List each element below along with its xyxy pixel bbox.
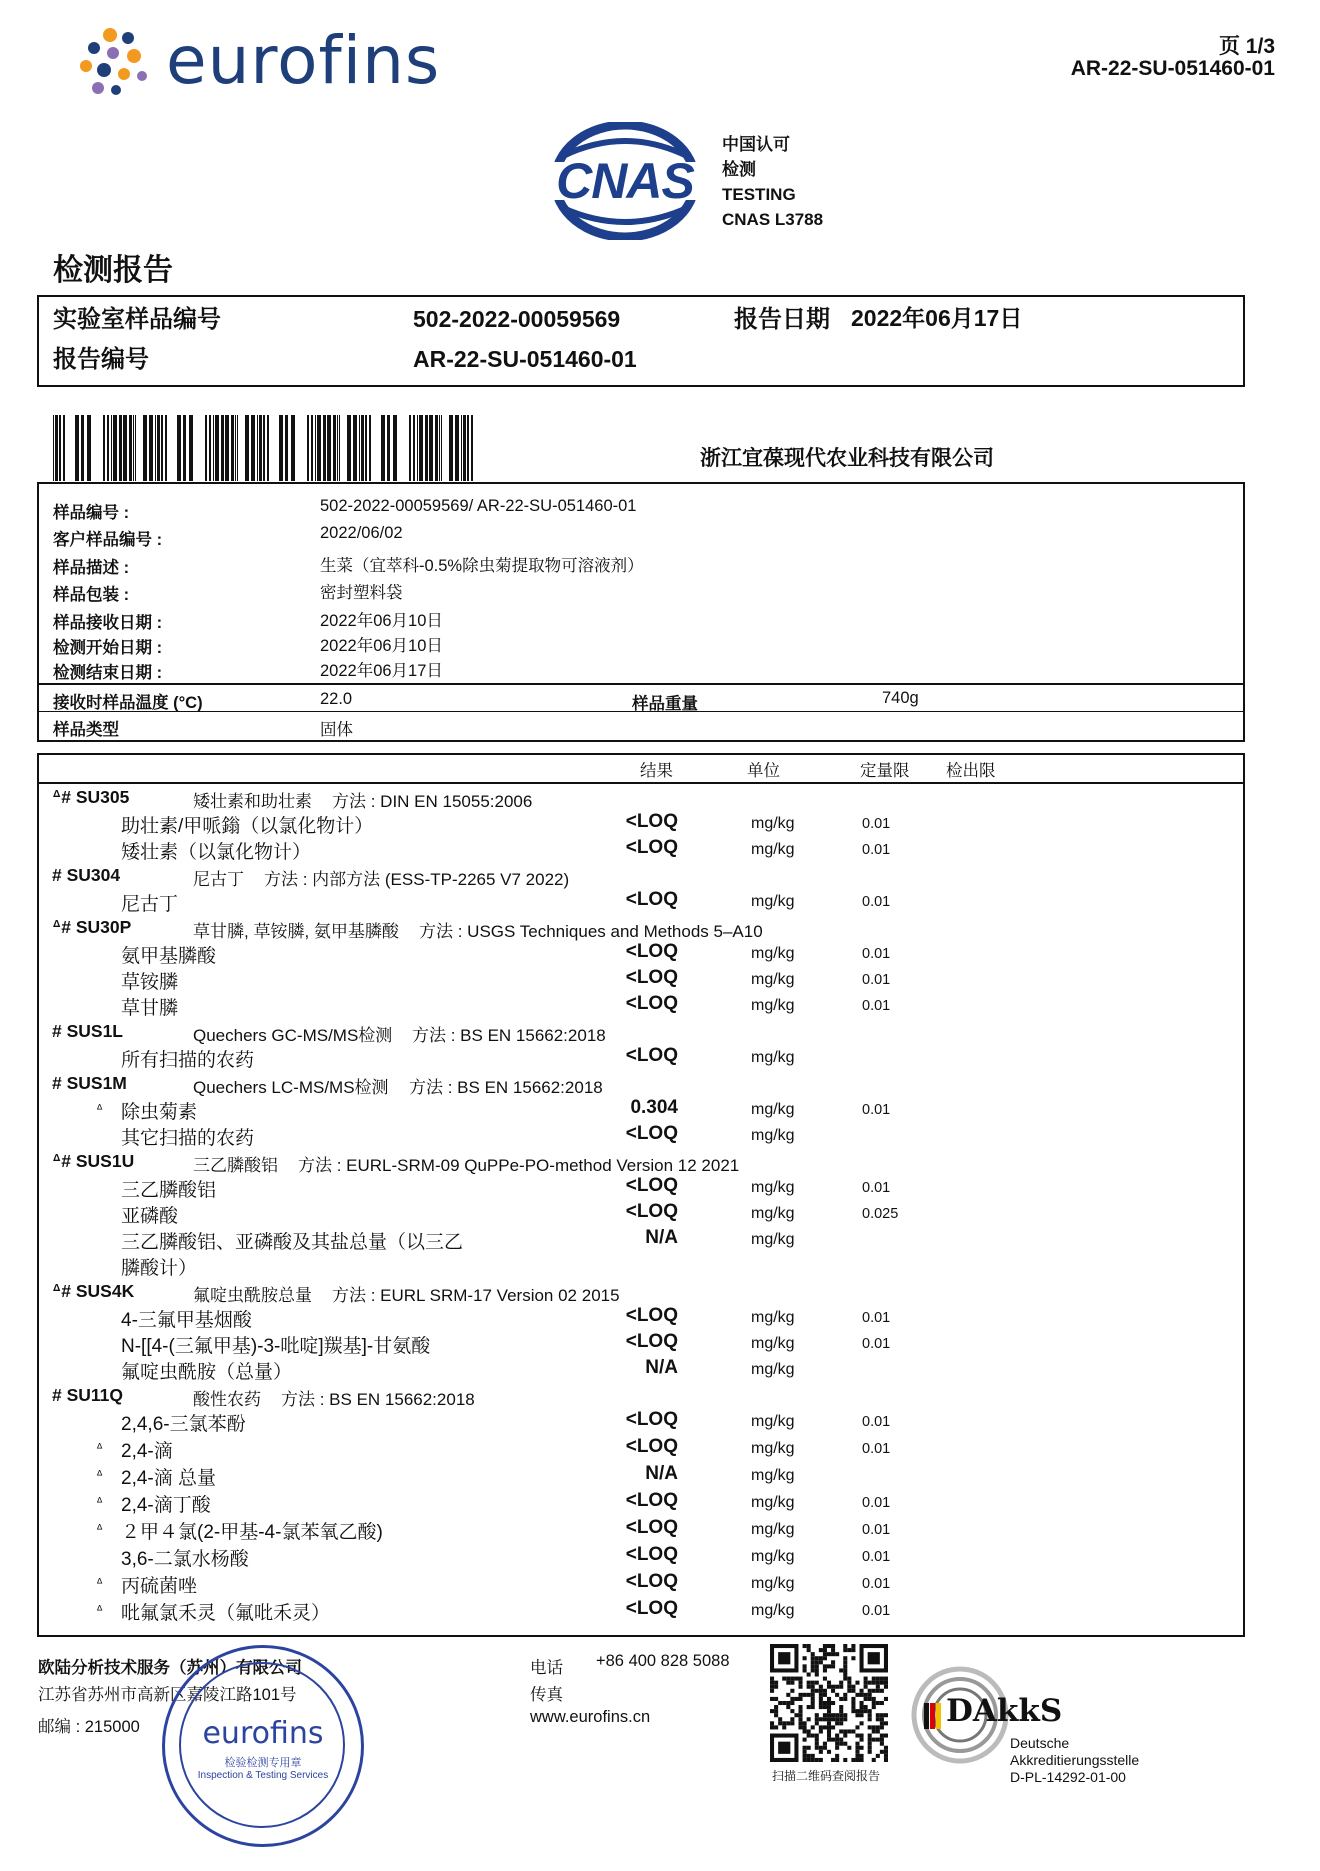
analyte-loq: 0.01 [862, 972, 891, 988]
method-reference: 方法 : 内部方法 (ESS-TP-2265 V7 2022) [264, 870, 570, 889]
analyte-result: <LOQ [625, 1598, 678, 1619]
website[interactable]: www.eurofins.cn [530, 1708, 651, 1726]
seal-line: 检验检测专用章 [224, 1757, 302, 1769]
method-name: 尼古丁 [193, 870, 244, 889]
analyte-loq: 0.01 [862, 894, 891, 910]
method-reference: 方法 : EURL-SRM-09 QuPPe-PO-method Version 12 2021 [298, 1156, 740, 1175]
analyte-result: <LOQ [625, 1175, 678, 1196]
report-date-value: 2022年06月17日 [851, 305, 1023, 331]
analyte-result: <LOQ [625, 1517, 678, 1538]
analyte-row [0, 1357, 1320, 1383]
analyte-unit: mg/kg [751, 1521, 795, 1538]
analyte-loq: 0.01 [862, 816, 891, 832]
cnas-mark [545, 122, 705, 240]
company-name: 欧陆分析技术服务（苏州）有限公司 [38, 1659, 302, 1677]
analyte-result: <LOQ [625, 993, 678, 1014]
analyte-unit: mg/kg [751, 1413, 795, 1430]
info-label: 样品编号 : [53, 504, 130, 522]
analyte-name: 助壮素/甲哌鎓（以氯化物计） [121, 816, 374, 837]
method-code: # SUS1M [52, 1073, 127, 1093]
info-label: 样品接收日期 : [53, 614, 163, 632]
cnas-line: 中国认可 [722, 135, 790, 154]
analyte-row [0, 1490, 1320, 1516]
analyte-name: 2,4,6-三氯苯酚 [121, 1414, 246, 1435]
analyte-result: <LOQ [625, 967, 678, 988]
analyte-unit: mg/kg [751, 1127, 795, 1144]
analyte-unit: mg/kg [751, 815, 795, 832]
analyte-row [0, 1544, 1320, 1570]
analyte-row [0, 837, 1320, 863]
analyte-row [0, 1598, 1320, 1624]
dakks-line: D-PL-14292-01-00 [1010, 1769, 1126, 1785]
analyte-unit: mg/kg [751, 1309, 795, 1326]
analyte-unit: mg/kg [751, 841, 795, 858]
analyte-row [0, 1175, 1320, 1201]
company-postcode: 邮编 : 215000 [38, 1718, 140, 1736]
analyte-result: <LOQ [625, 1409, 678, 1430]
analyte-row [0, 1045, 1320, 1071]
analyte-name: 氟啶虫酰胺（总量） [121, 1362, 293, 1383]
analyte-loq: 0.01 [862, 1336, 891, 1352]
qr-code[interactable] [770, 1644, 888, 1762]
analyte-result: <LOQ [625, 811, 678, 832]
accreditation-mark: ᐞ [96, 1468, 104, 1483]
analyte-result: <LOQ [625, 1305, 678, 1326]
method-code: ᐞ# SU30P [52, 917, 132, 937]
method-name: Quechers GC-MS/MS检测 [193, 1026, 393, 1045]
method-code: # SUS1L [52, 1021, 123, 1041]
info-label: 样品包装 : [53, 586, 130, 604]
analyte-name: 吡氟氯禾灵（氟吡禾灵） [121, 1603, 331, 1624]
analyte-unit: mg/kg [751, 1361, 795, 1378]
dakks-line: Akkreditierungsstelle [1010, 1752, 1140, 1768]
analyte-loq: 0.01 [862, 1414, 891, 1430]
analyte-name: ２甲４氯(2-甲基-4-氯苯氧乙酸) [121, 1522, 383, 1543]
temp-label: 接收时样品温度 (°C) [53, 694, 203, 712]
method-group-row [0, 1279, 1320, 1305]
analyte-result: N/A [645, 1357, 678, 1378]
company-address: 江苏省苏州市高新区嘉陵江路101号 [38, 1686, 297, 1704]
analyte-unit: mg/kg [751, 1205, 795, 1222]
info-value: 生菜（宜萃科-0.5%除虫菊提取物可溶液剂） [320, 557, 644, 575]
analyte-result: <LOQ [625, 1544, 678, 1565]
analyte-loq: 0.01 [862, 842, 891, 858]
analyte-name: 除虫菊素 [121, 1102, 198, 1123]
analyte-loq: 0.01 [862, 1310, 891, 1326]
analyte-result: <LOQ [625, 1045, 678, 1066]
info-label: 客户样品编号 : [53, 531, 163, 549]
analyte-loq: 0.01 [862, 1441, 891, 1457]
analyte-unit: mg/kg [751, 1467, 795, 1484]
analyte-unit: mg/kg [751, 1231, 795, 1248]
analyte-result: <LOQ [625, 941, 678, 962]
analyte-unit: mg/kg [751, 1335, 795, 1352]
report-date-label: 报告日期 [734, 306, 830, 333]
analyte-row [0, 1201, 1320, 1227]
info-label: 检测结束日期 : [53, 664, 163, 682]
analyte-row [0, 1305, 1320, 1331]
report-no-label: 报告编号 [53, 346, 149, 373]
analyte-row [0, 1097, 1320, 1123]
table-header-divider [37, 782, 1245, 784]
analyte-unit: mg/kg [751, 945, 795, 962]
analyte-result: N/A [645, 1227, 678, 1248]
method-code: ᐞ# SUS1U [52, 1151, 135, 1171]
analyte-loq: 0.01 [862, 1522, 891, 1538]
accreditation-mark: ᐞ [96, 1603, 104, 1618]
analyte-unit: mg/kg [751, 893, 795, 910]
method-code: ᐞ# SUS4K [52, 1281, 135, 1301]
method-group-row [0, 1149, 1320, 1175]
analyte-name: 丙硫菌唑 [121, 1576, 198, 1597]
analyte-row [0, 1409, 1320, 1435]
official-seal [162, 1645, 364, 1847]
divider [37, 683, 1245, 685]
analyte-name: 三乙膦酸铝 [121, 1180, 217, 1201]
weight-label: 样品重量 [632, 695, 698, 713]
method-group-row [0, 785, 1320, 811]
cnas-accreditation-text [722, 132, 823, 232]
info-value: 2022年06月17日 [320, 662, 443, 680]
info-value: 2022/06/02 [320, 524, 403, 542]
cnas-line: TESTING [722, 185, 796, 204]
analyte-row [0, 1227, 1320, 1253]
seal-logo: eurofins [202, 1716, 324, 1751]
analyte-unit: mg/kg [751, 1575, 795, 1592]
lab-sample-value: 502-2022-00059569 [413, 306, 621, 332]
fax-label: 传真 [530, 1686, 563, 1704]
info-value: 密封塑料袋 [320, 584, 403, 602]
method-reference: 方法 : USGS Techniques and Methods 5–A10 [419, 922, 763, 941]
method-code: # SU304 [52, 865, 121, 885]
analyte-continuation-row [0, 1253, 1320, 1279]
analyte-loq: 0.01 [862, 1603, 891, 1619]
analyte-loq: 0.01 [862, 1576, 891, 1592]
analyte-result: <LOQ [625, 1490, 678, 1511]
analyte-unit: mg/kg [751, 1049, 795, 1066]
info-value: 502-2022-00059569/ AR-22-SU-051460-01 [320, 497, 637, 515]
info-label: 检测开始日期 : [53, 639, 163, 657]
analyte-loq: 0.01 [862, 998, 891, 1014]
header-loq: 定量限 [860, 762, 910, 780]
analyte-row [0, 1463, 1320, 1489]
accreditation-mark: ᐞ [96, 1576, 104, 1591]
method-name: 矮壮素和助壮素 [193, 792, 312, 811]
barcode [53, 415, 478, 481]
analyte-unit: mg/kg [751, 971, 795, 988]
method-name: Quechers LC-MS/MS检测 [193, 1078, 389, 1097]
info-value: 2022年06月10日 [320, 612, 443, 630]
analyte-result: <LOQ [625, 1201, 678, 1222]
analyte-name: 2,4-滴 总量 [121, 1468, 217, 1489]
analyte-name: 草甘膦 [121, 998, 179, 1019]
info-label: 样品描述 : [53, 559, 130, 577]
method-reference: 方法 : BS EN 15662:2018 [281, 1390, 475, 1409]
analyte-result: 0.304 [630, 1097, 678, 1118]
analyte-row [0, 967, 1320, 993]
sample-type-label: 样品类型 [53, 721, 119, 739]
header-lod: 检出限 [946, 762, 996, 780]
analyte-result: <LOQ [625, 837, 678, 858]
dakks-line: Deutsche [1010, 1735, 1070, 1751]
analyte-result: <LOQ [625, 1436, 678, 1457]
method-code: # SU11Q [52, 1385, 124, 1405]
analyte-name: 其它扫描的农药 [121, 1128, 255, 1149]
method-name: 草甘膦, 草铵膦, 氨甲基膦酸 [193, 922, 399, 941]
accreditation-mark: ᐞ [96, 1441, 104, 1456]
client-name: 浙江宜葆现代农业科技有限公司 [700, 447, 994, 470]
eurofins-logo [80, 22, 440, 102]
cnas-badge-text: CNAS [556, 153, 694, 209]
analyte-unit: mg/kg [751, 997, 795, 1014]
analyte-result: <LOQ [625, 1123, 678, 1144]
cnas-line: CNAS L3788 [722, 210, 824, 229]
method-reference: 方法 : DIN EN 15055:2006 [332, 792, 533, 811]
analyte-row [0, 1517, 1320, 1543]
method-name: 氟啶虫酰胺总量 [193, 1286, 312, 1305]
accreditation-mark: ᐞ [96, 1495, 104, 1510]
phone-label: 电话 [530, 1659, 563, 1677]
phone-value: +86 400 828 5088 [596, 1652, 730, 1670]
sample-type-value: 固体 [320, 721, 353, 739]
analyte-unit: mg/kg [751, 1602, 795, 1619]
method-group-row [0, 1019, 1320, 1045]
accreditation-mark: ᐞ [96, 1522, 104, 1537]
analyte-loq: 0.01 [862, 946, 891, 962]
eurofins-dots-icon [80, 26, 156, 96]
analyte-name: 氨甲基膦酸 [121, 946, 217, 967]
analyte-name: 矮壮素（以氯化物计） [121, 842, 312, 863]
analyte-row [0, 1123, 1320, 1149]
temp-value: 22.0 [320, 690, 353, 708]
method-reference: 方法 : EURL SRM-17 Version 02 2015 [332, 1286, 620, 1305]
analyte-result: <LOQ [625, 1331, 678, 1352]
method-group-row [0, 1071, 1320, 1097]
analyte-row [0, 1436, 1320, 1462]
analyte-name: 2,4-滴 [121, 1441, 173, 1462]
analyte-result: N/A [645, 1463, 678, 1484]
analyte-unit: mg/kg [751, 1494, 795, 1511]
accreditation-mark: ᐞ [96, 1102, 104, 1117]
analyte-result: <LOQ [625, 1571, 678, 1592]
method-code: ᐞ# SU305 [52, 787, 130, 807]
lab-sample-label: 实验室样品编号 [53, 306, 221, 333]
analyte-name: 4-三氟甲基烟酸 [121, 1310, 252, 1331]
analyte-loq: 0.025 [862, 1206, 899, 1222]
analyte-name: 3,6-二氯水杨酸 [121, 1549, 249, 1570]
page-number: 页 1/3 [1218, 35, 1275, 58]
analyte-loq: 0.01 [862, 1102, 891, 1118]
dakks-mark [910, 1665, 1150, 1785]
analyte-loq: 0.01 [862, 1549, 891, 1565]
analyte-name: 尼古丁 [121, 894, 179, 915]
barcode-bars [53, 415, 478, 481]
method-group-row [0, 915, 1320, 941]
document-title: 检测报告 [53, 254, 173, 287]
header-result: 结果 [640, 762, 673, 780]
analyte-row [0, 889, 1320, 915]
analyte-row [0, 811, 1320, 837]
analyte-row [0, 993, 1320, 1019]
qr-caption: 扫描二维码查阅报告 [772, 1769, 881, 1783]
cnas-line: 检测 [722, 160, 756, 179]
method-group-row [0, 1383, 1320, 1409]
method-reference: 方法 : BS EN 15662:2018 [412, 1026, 606, 1045]
analyte-unit: mg/kg [751, 1179, 795, 1196]
analyte-row [0, 941, 1320, 967]
analyte-name: 所有扫描的农药 [121, 1050, 255, 1071]
analyte-name: 草铵膦 [121, 972, 179, 993]
analyte-row [0, 1571, 1320, 1597]
analyte-name: N-[[4-(三氟甲基)-3-吡啶]羰基]-甘氨酸 [121, 1336, 431, 1357]
report-no-value: AR-22-SU-051460-01 [413, 346, 637, 372]
header-unit: 单位 [747, 762, 780, 780]
analyte-loq: 0.01 [862, 1495, 891, 1511]
method-name: 三乙膦酸铝 [193, 1156, 278, 1175]
analyte-result: <LOQ [625, 889, 678, 910]
analyte-loq: 0.01 [862, 1180, 891, 1196]
header-report-id: AR-22-SU-051460-01 [1070, 57, 1275, 80]
method-name: 酸性农药 [193, 1390, 261, 1409]
qr-pattern [770, 1644, 888, 1762]
analyte-name: 2,4-滴丁酸 [121, 1495, 211, 1516]
weight-value: 740g [882, 689, 919, 707]
analyte-name: 亚磷酸 [121, 1206, 179, 1227]
info-value: 2022年06月10日 [320, 637, 443, 655]
dakks-logo-text: DAkkS [946, 1693, 1063, 1729]
analyte-unit: mg/kg [751, 1548, 795, 1565]
method-reference: 方法 : BS EN 15662:2018 [409, 1078, 603, 1097]
analyte-unit: mg/kg [751, 1101, 795, 1118]
analyte-unit: mg/kg [751, 1440, 795, 1457]
eurofins-wordmark: eurofins [166, 22, 441, 99]
dakks-lines [1010, 1735, 1139, 1786]
method-group-row [0, 863, 1320, 889]
seal-line: Inspection & Testing Services [197, 1770, 329, 1781]
analyte-row [0, 1331, 1320, 1357]
analyte-name: 膦酸计） [121, 1258, 198, 1279]
analyte-name: 三乙膦酸铝、亚磷酸及其盐总量（以三乙 [121, 1232, 464, 1253]
